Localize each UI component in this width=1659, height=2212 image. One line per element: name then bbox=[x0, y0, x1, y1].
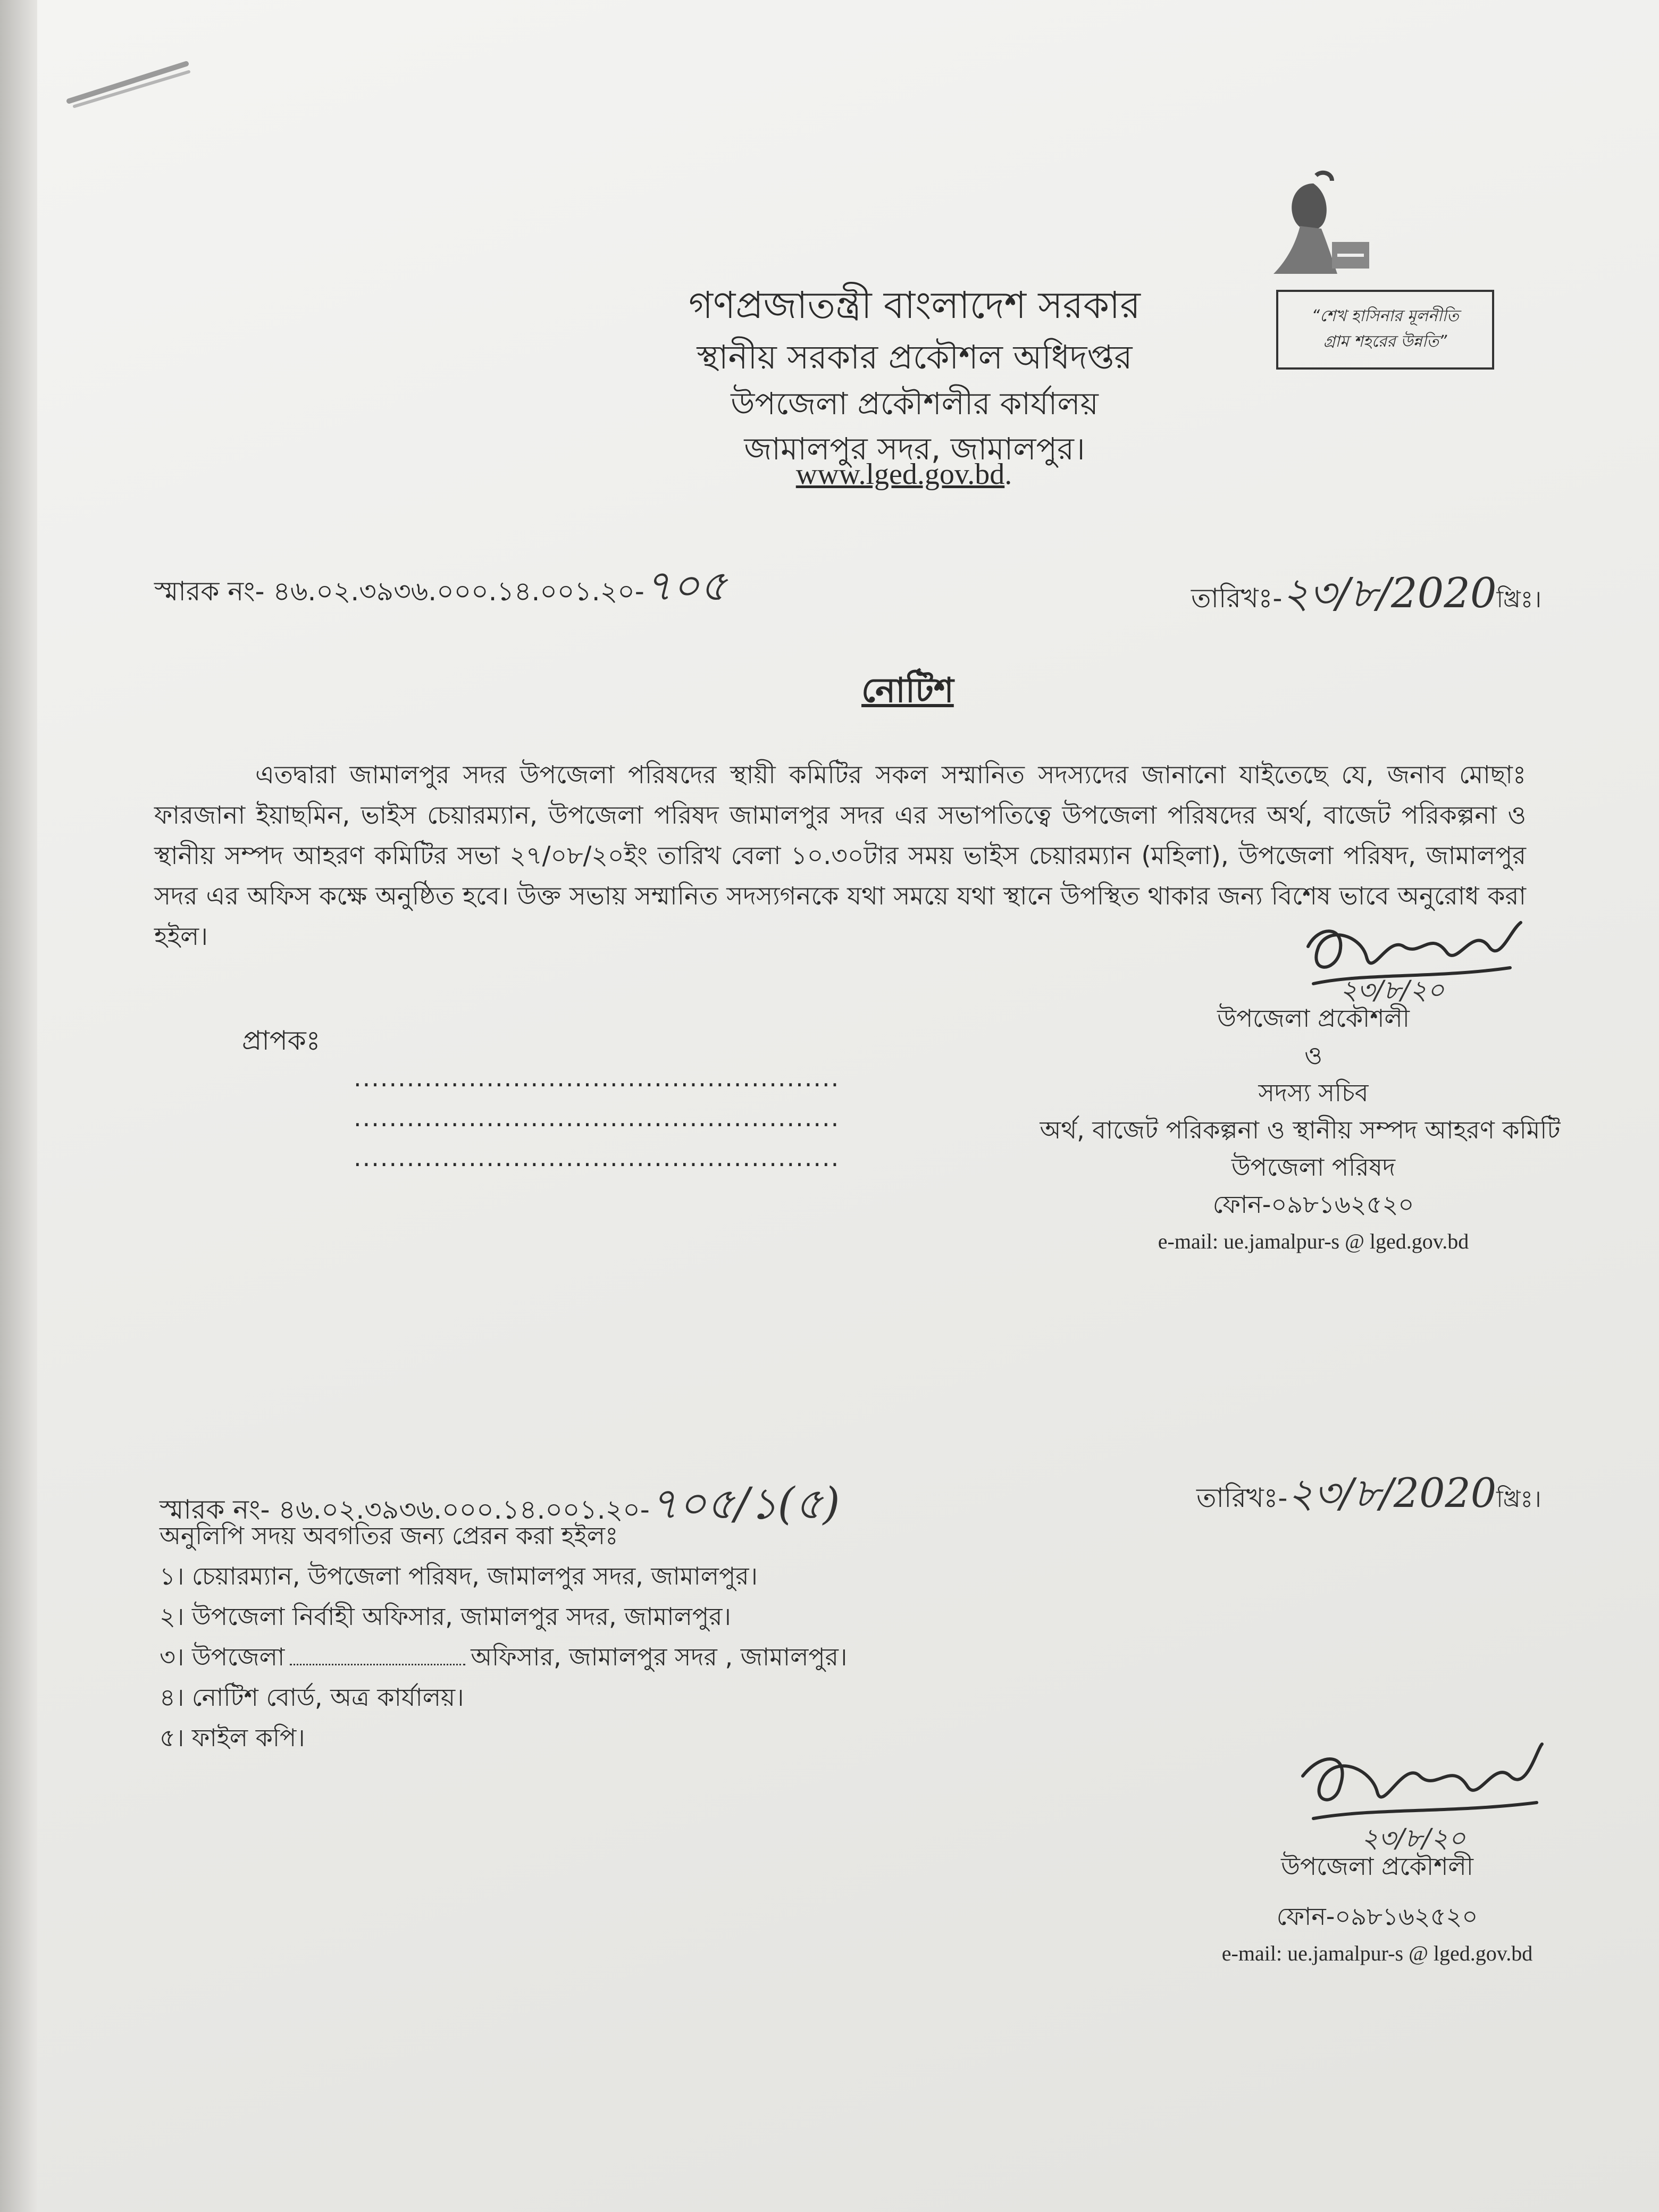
handwritten-date: ২৩/৮/2020 bbox=[1287, 1469, 1497, 1516]
pen-mark bbox=[64, 53, 197, 112]
date-label: তারিখঃ- bbox=[1196, 1482, 1288, 1513]
recipient-line-2: ....................................................... bbox=[354, 1103, 840, 1132]
signature-2-date: ২৩/৮/২০ bbox=[1361, 1823, 1466, 1854]
signatory-designation: উপজেলা প্রকৌশলী bbox=[1217, 1004, 1410, 1033]
cc-item-5: ৫। ফাইল কপি। bbox=[160, 1723, 305, 1752]
cc-list bbox=[160, 1515, 847, 1758]
recipient-label: প্রাপকঃ bbox=[242, 1025, 321, 1056]
bangabandhu-portrait-logo bbox=[1263, 167, 1385, 282]
cc-item-3 bbox=[160, 1637, 847, 1677]
signatory-and: ও bbox=[1304, 1041, 1322, 1070]
govt-name: গণপ্রজাতন্ত্রী বাংলাদেশ সরকার bbox=[689, 283, 1141, 327]
cc-item-4: ৪। নোটিশ বোর্ড, অত্র কার্যালয়। bbox=[160, 1683, 464, 1712]
memo-prefix: স্মারক নং- ৪৬.০২.৩৯৩৬.০০০.১৪.০০১.২০- bbox=[160, 1494, 650, 1525]
cc-item-3-head: ৩। উপজেলা bbox=[160, 1643, 285, 1671]
council-name: উপজেলা পরিষদ bbox=[1231, 1153, 1396, 1182]
signatory-designation: উপজেলা প্রকৌশলী bbox=[1281, 1852, 1473, 1881]
date-suffix: খ্রিঃ। bbox=[1496, 586, 1541, 613]
signature-2-block bbox=[1127, 1848, 1627, 1972]
motto-line-2: গ্রাম শহরের উন্নতি” bbox=[1323, 332, 1447, 351]
signatory-role: সদস্য সচিব bbox=[1258, 1078, 1369, 1107]
phone-number: ফোন-০৯৮১৬২৫২০ bbox=[1212, 1190, 1414, 1219]
date-label: তারিখঃ- bbox=[1191, 583, 1283, 614]
notice-body: এতদ্বারা জামালপুর সদর উপজেলা পরিষদের স্থায়ী কমিটির সকল সম্মানিত সদস্যদের জানানো যাইতেছে যে, জনাব মোছাঃ ফারজানা ইয়াছমিন, ভাইস চেয়ারম্যান, উপজেলা পরিষদ জামালপুর সদর এর সভাপতিত্বে উপজেলা পরিষদের অর্থ, বাজেট পরিকল্পনা ও স্থানীয় সম্পদ আহরণ কমিটির সভা ২৭/০৮/২০ইং তারিখ বেলা ১০.৩০টার সময় ভাইস চেয়ারম্যান (মহিলা), উপজেলা পরিষদ, জামালপুর সদর এর অফিস কক্ষে অনুষ্ঠিত হবে। উক্ত সভায় সম্মানিত সদস্যগনকে যথা সময়ে যথা স্থানে উপস্থিত থাকার জন্য বিশেষ ভাবে অনুরোধ করা হইল। bbox=[154, 760, 1526, 951]
recipient-line-1: ....................................................... bbox=[354, 1063, 840, 1092]
website-suffix: . bbox=[1004, 458, 1012, 491]
website-line bbox=[0, 457, 1659, 491]
cc-intro: অনুলিপি সদয় অবগতির জন্য প্রেরন করা হইলঃ bbox=[160, 1521, 618, 1550]
memo-date-1 bbox=[1191, 561, 1541, 630]
signature-1-block bbox=[1040, 1000, 1563, 1260]
department-name: স্থানীয় সরকার প্রকৌশল অধিদপ্তর bbox=[697, 338, 1133, 376]
committee-name: অর্থ, বাজেট পরিকল্পনা ও স্থানীয় সম্পদ আহরণ কমিটি bbox=[1040, 1116, 1561, 1144]
notice-title: নোটিশ bbox=[861, 671, 954, 710]
office-address: জামালপুর সদর, জামালপুর। bbox=[744, 431, 1085, 467]
email-address: e-mail: ue.jamalpur-s @ lged.gov.bd bbox=[1221, 1941, 1533, 1965]
handwritten-memo-no: ৭০৫ bbox=[644, 561, 727, 610]
memo-prefix: স্মারক নং- ৪৬.০২.৩৯৩৬.০০০.১৪.০০১.২০- bbox=[154, 576, 644, 607]
blank-field bbox=[290, 1664, 465, 1665]
motto-line-1: “শেখ হাসিনার মূলনীতি bbox=[1311, 307, 1459, 325]
cc-item-2: ২। উপজেলা নির্বাহী অফিসার, জামালপুর সদর, জামালপুর। bbox=[160, 1602, 731, 1631]
handwritten-memo-no: ৭০৫/১(৫) bbox=[649, 1479, 840, 1529]
cc-item-3-tail: অফিসার, জামালপুর সদর , জামালপুর। bbox=[471, 1643, 848, 1671]
phone-number: ফোন-০৯৮১৬২৫২০ bbox=[1276, 1902, 1478, 1931]
recipient-line-3: ....................................................... bbox=[354, 1143, 840, 1172]
memo-number-1 bbox=[154, 553, 727, 624]
handwritten-date: ২৩/৮/2020 bbox=[1282, 569, 1497, 617]
signature-1-date: ২৩/৮/২০ bbox=[1340, 975, 1445, 1006]
website-link[interactable]: www.lged.gov.bd bbox=[795, 458, 1005, 491]
cc-item-1: ১। চেয়ারম্যান, উপজেলা পরিষদ, জামালপুর সদর, জামালপুর। bbox=[160, 1562, 758, 1590]
memo-date-2 bbox=[1196, 1462, 1541, 1530]
office-name: উপজেলা প্রকৌশলীর কার্যালয় bbox=[731, 386, 1099, 422]
email-address: e-mail: ue.jamalpur-s @ lged.gov.bd bbox=[1158, 1229, 1469, 1253]
date-suffix: খ্রিঃ। bbox=[1496, 1486, 1541, 1513]
